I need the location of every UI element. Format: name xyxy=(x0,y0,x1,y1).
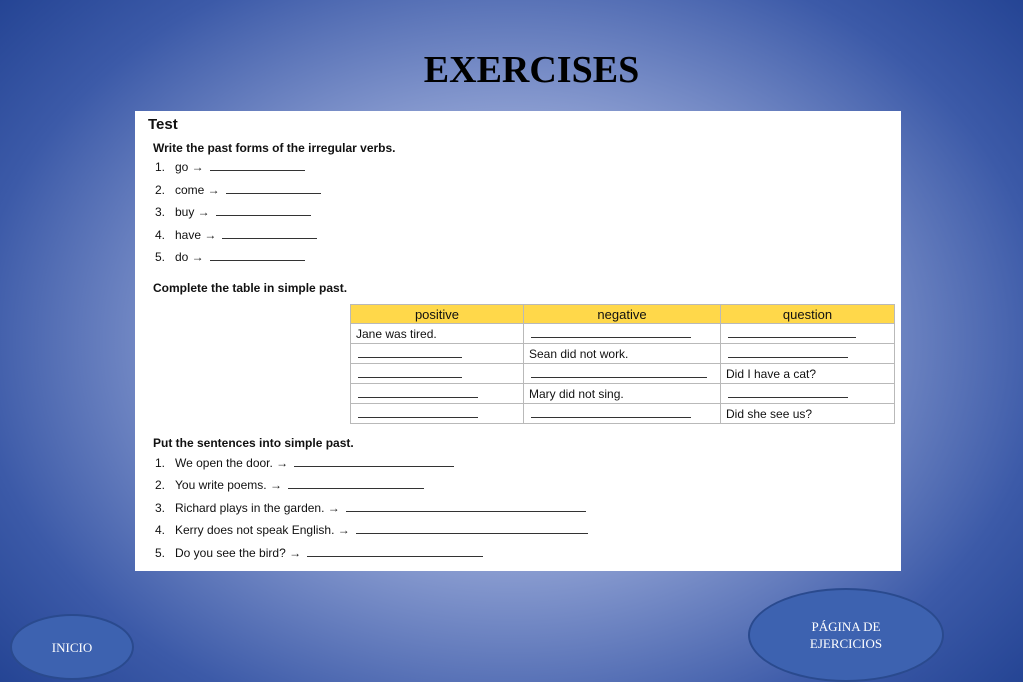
item-text: do → xyxy=(175,250,204,264)
verb-item xyxy=(155,227,317,243)
item-text: You write poems. → xyxy=(175,478,282,492)
table-cell: Did I have a cat? xyxy=(721,364,895,384)
verb-item xyxy=(155,159,305,175)
answer-blank[interactable] xyxy=(222,227,317,239)
item-text: come → xyxy=(175,183,220,197)
exercises-page-button[interactable] xyxy=(748,588,944,682)
answer-blank[interactable] xyxy=(346,500,586,512)
table-cell-blank[interactable] xyxy=(351,344,524,364)
table-row xyxy=(351,364,895,384)
table-row xyxy=(351,384,895,404)
inicio-label: INICIO xyxy=(51,639,93,655)
table-cell-blank[interactable] xyxy=(351,384,524,404)
answer-blank[interactable] xyxy=(288,477,424,489)
table-cell-blank[interactable] xyxy=(524,404,721,424)
exercises-page-label-line2: EJERCICIOS xyxy=(809,636,883,651)
worksheet-title: Test xyxy=(148,116,178,133)
table-cell: Jane was tired. xyxy=(351,324,524,344)
table-cell-blank[interactable] xyxy=(351,404,524,424)
sentence-item xyxy=(155,477,424,493)
slide-title: EXERCISES xyxy=(423,49,640,91)
worksheet xyxy=(135,111,901,571)
sentence-item xyxy=(155,522,588,538)
item-number: 3. xyxy=(155,501,166,515)
table-cell-blank[interactable] xyxy=(351,364,524,384)
section1-instruction: Write the past forms of the irregular verbs. xyxy=(153,141,396,155)
verb-item xyxy=(155,182,321,198)
section3-instruction: Put the sentences into simple past. xyxy=(153,436,354,450)
table-cell-blank[interactable] xyxy=(721,344,895,364)
simple-past-table xyxy=(350,304,895,424)
item-text: We open the door. → xyxy=(175,456,289,470)
item-number: 5. xyxy=(155,250,166,264)
table-cell: Did she see us? xyxy=(721,404,895,424)
inicio-button[interactable] xyxy=(10,614,134,680)
answer-blank[interactable] xyxy=(210,159,305,171)
answer-blank[interactable] xyxy=(210,249,305,261)
item-number: 2. xyxy=(155,183,166,197)
section2-instruction: Complete the table in simple past. xyxy=(153,281,348,295)
item-text: have → xyxy=(175,228,217,242)
item-text: Richard plays in the garden. → xyxy=(175,501,340,515)
answer-blank[interactable] xyxy=(226,182,321,194)
table-cell-blank[interactable] xyxy=(524,364,721,384)
item-number: 2. xyxy=(155,478,166,492)
item-text: buy → xyxy=(175,205,210,219)
answer-blank[interactable] xyxy=(216,204,311,216)
sentence-item xyxy=(155,500,586,516)
table-row xyxy=(351,404,895,424)
table-cell: Sean did not work. xyxy=(524,344,721,364)
column-header: positive xyxy=(351,305,524,324)
table-cell-blank[interactable] xyxy=(721,384,895,404)
sentence-item xyxy=(155,455,454,471)
item-number: 5. xyxy=(155,546,166,560)
verb-item xyxy=(155,249,305,265)
column-header: negative xyxy=(524,305,721,324)
answer-blank[interactable] xyxy=(307,545,483,557)
item-number: 4. xyxy=(155,523,166,537)
item-text: Do you see the bird? → xyxy=(175,546,302,560)
item-number: 1. xyxy=(155,160,166,174)
sentence-item xyxy=(155,545,483,561)
table-row xyxy=(351,324,895,344)
column-header: question xyxy=(721,305,895,324)
item-number: 3. xyxy=(155,205,166,219)
table-cell-blank[interactable] xyxy=(721,324,895,344)
exercises-page-label-line1: PÁGINA DE xyxy=(811,619,881,634)
answer-blank[interactable] xyxy=(294,455,454,467)
table-cell: Mary did not sing. xyxy=(524,384,721,404)
item-text: go → xyxy=(175,160,204,174)
item-number: 1. xyxy=(155,456,166,470)
table-cell-blank[interactable] xyxy=(524,324,721,344)
verb-item xyxy=(155,204,311,220)
table-row xyxy=(351,344,895,364)
answer-blank[interactable] xyxy=(356,522,588,534)
item-number: 4. xyxy=(155,228,166,242)
item-text: Kerry does not speak English. → xyxy=(175,523,350,537)
